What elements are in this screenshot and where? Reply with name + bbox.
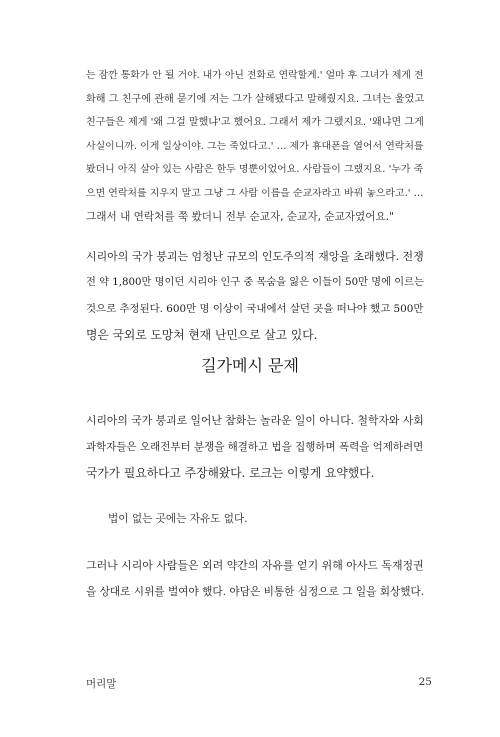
quote-line: 사실이니까. 이게 일상이야. 그는 죽었다고.' … 제가 휴대폰을 열어서 연락처를 (86, 140, 424, 152)
paragraph-protest (86, 553, 424, 605)
section-heading: 길가메시 문제 (201, 356, 299, 375)
quote-line: 그래서 내 연락처를 쭉 봤더니 전부 순교자, 순교자, 순교자였어요." (86, 210, 394, 223)
quote-line: 화해 그 친구에 관해 묻기에 저는 그가 살해됐다고 말해줬지요. 그녀는 울었고 (86, 93, 425, 105)
paragraph-line: 그러나 시리아 사람들은 외려 약간의 자유를 얻기 위해 아사드 독재정권 (86, 559, 424, 572)
quote-line: 으면 연락처를 지우지 말고 그냥 그 사람 이름을 순교자라고 바꿔 놓으라고.' … (86, 187, 424, 199)
paragraph-line: 국가가 필요하다고 주장해왔다. 로크는 이렇게 요약했다. (86, 466, 375, 480)
quote-line: 봤더니 아직 살아 있는 사람은 한두 명뿐이었어요. 사람들이 그랬지요. '누가 죽 (86, 164, 424, 176)
paragraph-line: 을 상대로 시위를 벌여야 했다. 야담은 비통한 심정으로 그 일을 회상했다. (86, 585, 425, 598)
paragraph-syria-collapse (86, 244, 424, 348)
paragraph-line: 시리아의 국가 붕괴로 일어난 참화는 놀라운 일이 아니다. 철학자와 사회 (86, 414, 424, 427)
paragraph-line: 과학자들은 오래전부터 분쟁을 해결하고 법을 집행하며 폭력을 억제하려면 (86, 441, 424, 453)
paragraph-line: 명은 국외로 도망쳐 현재 난민으로 살고 있다. (86, 328, 318, 342)
quote-line: 는 잠깐 통화가 안 될 거야. 내가 아닌 전화로 연락할게.' 얼마 후 그녀가 제게 전 (86, 70, 424, 81)
paragraph-line: 시리아의 국가 붕괴는 엄청난 규모의 인도주의적 재앙을 초래했다. 전쟁 (86, 250, 424, 263)
quote-line: 친구들은 제게 '왜 그걸 말했냐'고 했어요. 그래서 제가 그랬지요. '왜냐면 그게 (86, 117, 424, 129)
paragraph-line: 전 약 1,800만 명이던 시리아 인구 중 목숨을 잃은 이들이 50만 명에 이르는 (86, 277, 424, 288)
interview-quote-continuation (86, 64, 424, 229)
paragraph-line: 것으로 추정된다. 600만 명 이상이 국내에서 살던 곳을 떠나야 했고 500만 (86, 303, 424, 315)
locke-quote: 법이 없는 곳에는 자유도 없다. (108, 513, 248, 525)
paragraph-philosophers (86, 408, 424, 486)
running-head: 머리말 (86, 678, 117, 690)
page-number: 25 (418, 676, 432, 688)
